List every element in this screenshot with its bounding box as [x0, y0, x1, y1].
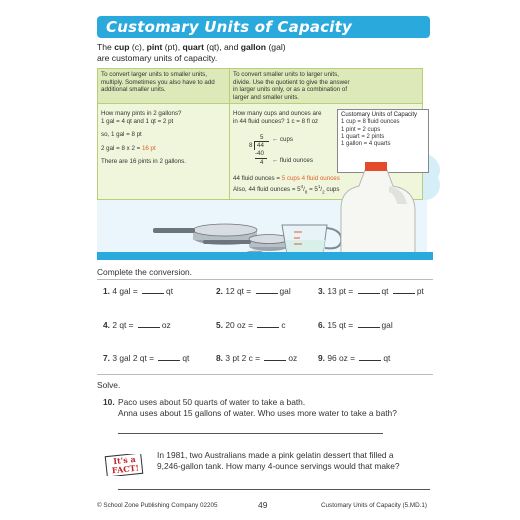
answer-blank[interactable] — [393, 286, 415, 294]
problem-6: 6. 15 qt = gal — [318, 320, 393, 330]
problem-8: 8. 3 pt 2 c = oz — [216, 353, 298, 363]
problem-10-number: 10. — [103, 397, 115, 407]
problem-9: 9. 96 oz = qt — [318, 353, 391, 363]
answer-blank[interactable] — [358, 286, 380, 294]
right-header: To convert smaller units to larger units, divide. Use the quotient to give the answer in larger units only, or as a combination of larger and smaller units. — [233, 71, 350, 101]
footer-copyright: © School Zone Publishing Company 02205 — [97, 502, 218, 509]
measuring-containers-illustration — [97, 150, 433, 260]
answer-line[interactable] — [118, 489, 430, 490]
left-header: To convert larger units to smaller units, multiply. Sometimes you also have to add additional smaller units. — [101, 71, 215, 94]
answer-blank[interactable] — [142, 286, 164, 294]
problem-10-text: Paco uses about 50 quarts of water to take a bath. Anna uses about 15 gallons of water. Who uses more water to take a bath? — [118, 397, 397, 418]
milk-jug-icon — [341, 162, 415, 254]
right-answer: 44 fluid ounces = 5 cups 4 fluid ounces Also, 44 fluid ounces = $5^4/_8 = 5^1/_2$ cups — [233, 175, 340, 194]
measuring-cup-icon — [282, 225, 341, 254]
answer-line[interactable] — [118, 433, 383, 434]
section-divider — [97, 279, 433, 280]
division-dividend: 44 — [257, 142, 264, 149]
answer-blank[interactable] — [264, 353, 286, 361]
conversion-instruction: Complete the conversion. — [97, 267, 192, 277]
fact-text: In 1981, two Australians made a pink gelatin dessert that filled a 9,246-gallon tank. How many 4-ounce servings would that make? — [157, 450, 400, 471]
division-remainder: 4 — [260, 159, 264, 166]
division-quotient: 5 — [260, 134, 264, 141]
division-divisor: 8 — [249, 142, 253, 149]
answer-blank[interactable] — [359, 353, 381, 361]
floz-arrow-label: ← fluid ounces — [272, 157, 313, 164]
answer-blank[interactable] — [358, 320, 380, 328]
answer-blank[interactable] — [256, 286, 278, 294]
reference-content: Customary Units of Capacity 1 cup = 8 fluid ounces 1 pint = 2 cups 1 quart = 2 pints 1 gallon = 4 quarts — [341, 112, 418, 148]
fact-badge-text: It's a FACT! — [111, 453, 140, 476]
page-title: Customary Units of Capacity — [106, 18, 352, 36]
page-number: 49 — [258, 500, 268, 510]
right-question: How many cups and ounces are in 44 fluid ounces? 1 c = 8 fl oz — [233, 110, 322, 125]
answer-blank[interactable] — [138, 320, 160, 328]
intro-text: The cup (c), pint (pt), quart (qt), and gallon (gal) are customary units of capacity. — [97, 42, 286, 63]
problem-3: 3. 13 pt = qt pt — [318, 286, 424, 296]
cups-arrow-label: ← cups — [272, 136, 293, 143]
problem-4: 4. 2 qt = oz — [103, 320, 171, 330]
answer-blank[interactable] — [158, 353, 180, 361]
solve-instruction: Solve. — [97, 380, 121, 390]
section-divider — [97, 374, 433, 375]
problem-7: 7. 3 gal 2 qt = qt — [103, 353, 190, 363]
division-subtract: -40 — [255, 150, 264, 157]
problem-2: 2. 12 qt = gal — [216, 286, 291, 296]
counter-stripe — [97, 252, 433, 260]
left-example: How many pints in 2 gallons? 1 gal = 4 qt and 1 qt = 2 pt so, 1 gal = 8 pt 2 gal = 8 x 2 = 16 pt There are 16 pints in 2 gallons. — [101, 110, 186, 166]
footer-topic: Customary Units of Capacity (5.MD.1) — [321, 502, 428, 509]
answer-blank[interactable] — [257, 320, 279, 328]
problem-1: 1. 4 gal = qt — [103, 286, 174, 296]
problem-5: 5. 20 oz = c — [216, 320, 286, 330]
